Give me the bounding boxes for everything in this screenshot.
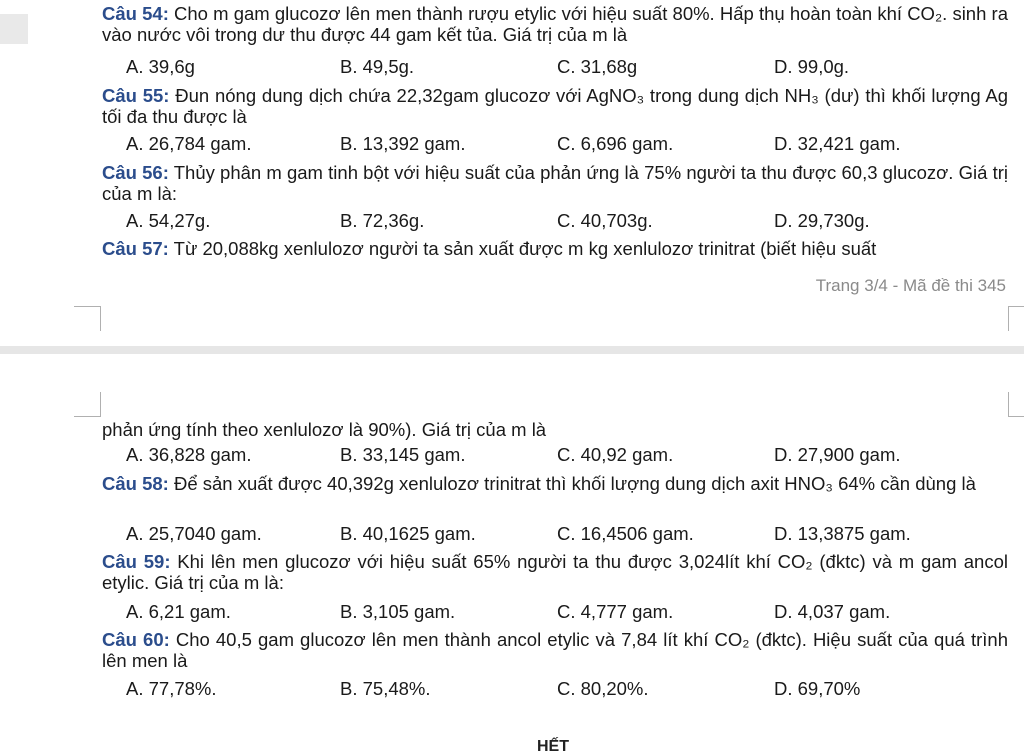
question-57-options — [126, 444, 1006, 465]
question-text: Từ 20,088kg xenlulozơ người ta sản xuất được m kg xenlulozơ trinitrat (biết hiệu suất — [173, 238, 877, 259]
question-55-options — [126, 133, 1006, 154]
option-c: C. 40,703g. — [557, 210, 653, 231]
question-number: Câu 54: — [102, 3, 169, 24]
option-a: A. 77,78%. — [126, 678, 217, 699]
question-57 — [102, 238, 1008, 259]
question-56-options — [126, 210, 1006, 231]
option-d: D. 4,037 gam. — [774, 601, 891, 622]
question-54-options — [126, 56, 1006, 77]
option-b: B. 72,36g. — [340, 210, 425, 231]
question-number: Câu 58: — [102, 473, 169, 494]
option-a: A. 36,828 gam. — [126, 444, 252, 465]
option-a: A. 26,784 gam. — [126, 133, 252, 154]
option-c: C. 6,696 gam. — [557, 133, 674, 154]
option-b: B. 33,145 gam. — [340, 444, 466, 465]
option-a: A. 39,6g — [126, 56, 195, 77]
option-a: A. 54,27g. — [126, 210, 211, 231]
option-a: A. 25,7040 gam. — [126, 523, 262, 544]
option-c: C. 16,4506 gam. — [557, 523, 694, 544]
question-text: phản ứng tính theo xenlulozơ là 90%). Giá trị của m là — [102, 419, 547, 440]
question-54 — [102, 3, 1008, 45]
option-c: C. 4,777 gam. — [557, 601, 674, 622]
page-separator — [0, 346, 1024, 354]
question-number: Câu 55: — [102, 85, 170, 106]
question-text: Thủy phân m gam tinh bột với hiệu suất của phản ứng là 75% người ta thu được 60,3 glucozơ. Giá trị của m là: — [102, 162, 1008, 204]
option-d: D. 29,730g. — [774, 210, 870, 231]
question-59 — [102, 551, 1008, 593]
option-d: D. 69,70% — [774, 678, 861, 699]
page-corner-mark — [1008, 392, 1024, 417]
page-corner-mark — [74, 306, 101, 331]
question-55 — [102, 85, 1008, 127]
question-text: Khi lên men glucozơ với hiệu suất 65% người ta thu được 3,024lít khí CO₂ (đktc) và m gam ancol etylic. Giá trị của m là: — [102, 551, 1008, 593]
option-d: D. 27,900 gam. — [774, 444, 901, 465]
question-56 — [102, 162, 1008, 204]
option-d: D. 32,421 gam. — [774, 133, 901, 154]
page-corner-mark — [1008, 306, 1024, 331]
option-a: A. 6,21 gam. — [126, 601, 231, 622]
option-c: C. 40,92 gam. — [557, 444, 674, 465]
page-corner-mark — [74, 392, 101, 417]
question-text: Để sản xuất được 40,392g xenlulozơ trinitrat thì khối lượng dung dịch axit HNO₃ 64% cần dùng là — [173, 473, 976, 494]
question-number: Câu 57: — [102, 238, 169, 259]
end-mark: HẾT — [537, 738, 569, 755]
option-b: B. 49,5g. — [340, 56, 415, 77]
option-d: D. 13,3875 gam. — [774, 523, 911, 544]
option-b: B. 3,105 gam. — [340, 601, 456, 622]
option-b: B. 13,392 gam. — [340, 133, 466, 154]
question-60-options — [126, 678, 1006, 699]
question-58-options — [126, 523, 1006, 544]
question-60 — [102, 629, 1008, 671]
question-59-options — [126, 601, 1006, 622]
page-footer: Trang 3/4 - Mã đề thi 345 — [815, 276, 1006, 295]
question-number: Câu 60: — [102, 629, 170, 650]
option-b: B. 40,1625 gam. — [340, 523, 476, 544]
question-text: Đun nóng dung dịch chứa 22,32gam glucozơ với AgNO₃ trong dung dịch NH₃ (dư) thì khối lượng Ag tối đa thu được là — [102, 85, 1008, 127]
option-d: D. 99,0g. — [774, 56, 850, 77]
question-57-continued — [102, 419, 1008, 440]
option-b: B. 75,48%. — [340, 678, 431, 699]
question-text: Cho m gam glucozơ lên men thành rượu etylic với hiệu suất 80%. Hấp thụ hoàn toàn khí CO₂. sinh ra vào nước vôi trong dư thu được 44 gam kết tủa. Giá trị của m là — [102, 3, 1008, 45]
question-58 — [102, 473, 1008, 494]
side-tab — [0, 14, 28, 44]
question-text: Cho 40,5 gam glucozơ lên men thành ancol etylic và 7,84 lít khí CO₂ (đktc). Hiệu suất của quá trình lên men là — [102, 629, 1009, 671]
question-number: Câu 56: — [102, 162, 169, 183]
option-c: C. 31,68g — [557, 56, 638, 77]
question-number: Câu 59: — [102, 551, 171, 572]
option-c: C. 80,20%. — [557, 678, 649, 699]
